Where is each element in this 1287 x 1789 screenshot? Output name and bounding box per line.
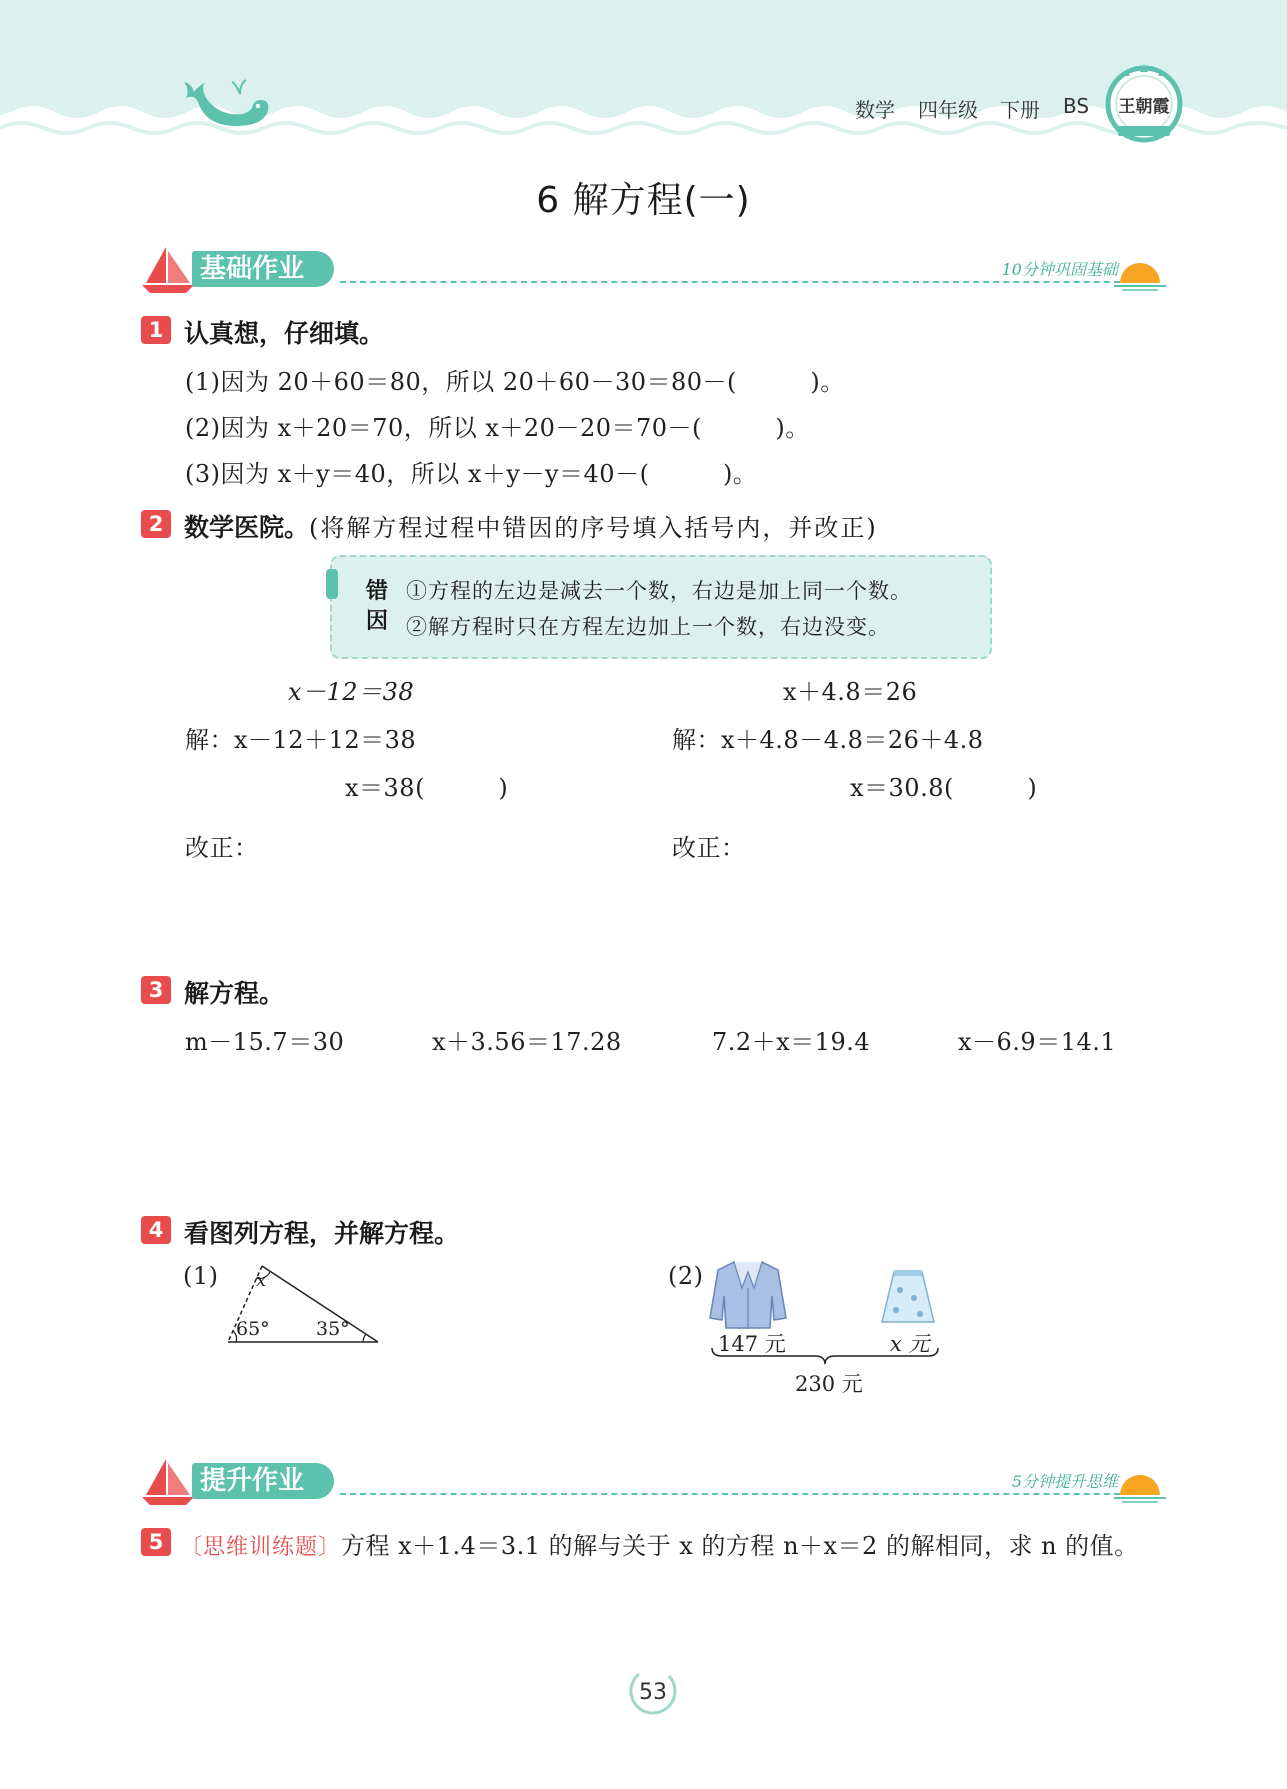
section-banner-basic [140, 245, 1180, 295]
jacket-icon [708, 1258, 788, 1330]
q3-equation-4: x－6.9＝14.1 [958, 1028, 1117, 1056]
total-brace [710, 1346, 940, 1368]
question-title-4: 看图列方程，并解方程。 [184, 1219, 460, 1248]
page-header [0, 0, 1287, 160]
question-title-2 [184, 508, 878, 544]
whale-icon [176, 76, 276, 136]
q2-right-equation: x＋4.8＝26 [783, 678, 918, 706]
sunset-icon [1114, 1471, 1166, 1503]
sailboat-icon [140, 1457, 196, 1507]
section-label-advanced: 提升作业 [192, 1463, 334, 1499]
q2-right-fix: 改正： [672, 834, 746, 862]
section-label-basic: 基础作业 [192, 251, 334, 287]
header-volume: 下册 [1000, 98, 1040, 122]
angle-65-label: 65° [236, 1318, 270, 1340]
question-number-1: 1 [141, 316, 171, 344]
section-tag-basic: 10分钟巩固基础 [1001, 260, 1118, 279]
sailboat-icon [140, 245, 196, 295]
q2-subtitle: (将解方程过程中错因的序号填入括号内，并改正) [309, 514, 878, 542]
skirt-price: x 元 [890, 1332, 930, 1356]
q2-left-step: 解：x－12＋12＝38 [185, 726, 417, 754]
q5-tag: 〔思维训练题〕 [180, 1535, 342, 1560]
q2-right-result: x＝30.8( ) [850, 774, 1038, 802]
q1-item-1: (1)因为 20＋60＝80，所以 20＋60－30＝80－( )。 [185, 368, 845, 396]
q5-text: 方程 x＋1.4＝3.1 的解与关于 x 的方程 n＋x＝2 的解相同，求 n 的值。 [341, 1532, 1139, 1560]
q2-right-step: 解：x＋4.8－4.8＝26＋4.8 [672, 726, 984, 754]
section-tag-advanced: 5分钟提升思维 [1011, 1472, 1118, 1491]
q4-part-1-label: (1) [183, 1262, 219, 1290]
q2-left-equation: x－12＝38 [288, 678, 415, 706]
question-title-1: 认真想，仔细填。 [184, 319, 385, 348]
angle-x-label: x [256, 1270, 267, 1291]
error-reason-1: ①方程的左边是减去一个数，右边是加上同一个数。 [406, 579, 912, 603]
error-reason-2: ②解方程时只在方程左边加上一个数，右边没变。 [406, 615, 890, 639]
total-price: 230 元 [795, 1372, 863, 1396]
brand-logo [1104, 64, 1184, 144]
q1-item-2: (2)因为 x＋20＝70，所以 x＋20－20＝70－( )。 [185, 414, 810, 442]
jacket-price: 147 元 [718, 1332, 786, 1356]
angle-35-label: 35° [316, 1318, 350, 1340]
q3-equation-1: m－15.7＝30 [185, 1028, 345, 1056]
header-grade: 四年级 [918, 98, 978, 122]
q2-title: 数学医院。 [184, 513, 310, 542]
question-number-3: 3 [141, 976, 171, 1004]
page-number [623, 1668, 683, 1718]
question-number-5: 5 [141, 1528, 171, 1556]
q5-line [180, 1526, 1139, 1561]
header-subject: 数学 [855, 98, 895, 122]
q3-equation-3: 7.2＋x＝19.4 [712, 1028, 871, 1056]
q2-left-fix: 改正： [185, 834, 259, 862]
box-tab [326, 569, 338, 599]
error-reason-label: 错因 [366, 579, 389, 634]
section-banner-advanced [140, 1457, 1180, 1507]
sunset-icon [1114, 259, 1166, 291]
page-title: 6 解方程(一) [536, 180, 751, 221]
divider [340, 281, 1150, 283]
question-title-3: 解方程。 [184, 979, 285, 1008]
question-number-4: 4 [141, 1216, 171, 1244]
q2-left-result: x＝38( ) [345, 774, 509, 802]
q1-item-3: (3)因为 x＋y＝40，所以 x＋y－y＝40－( )。 [185, 460, 758, 488]
q4-part-2-label: (2) [668, 1262, 704, 1290]
error-reasons-box [330, 555, 992, 659]
q3-equation-2: x＋3.56＝17.28 [432, 1028, 622, 1056]
skirt-icon [880, 1268, 936, 1326]
brand-name: 王朝霞 [1118, 97, 1170, 117]
page-number-text: 53 [639, 1680, 667, 1705]
divider [340, 1493, 1150, 1495]
header-edition: BS [1063, 94, 1090, 118]
question-number-2: 2 [141, 510, 171, 538]
